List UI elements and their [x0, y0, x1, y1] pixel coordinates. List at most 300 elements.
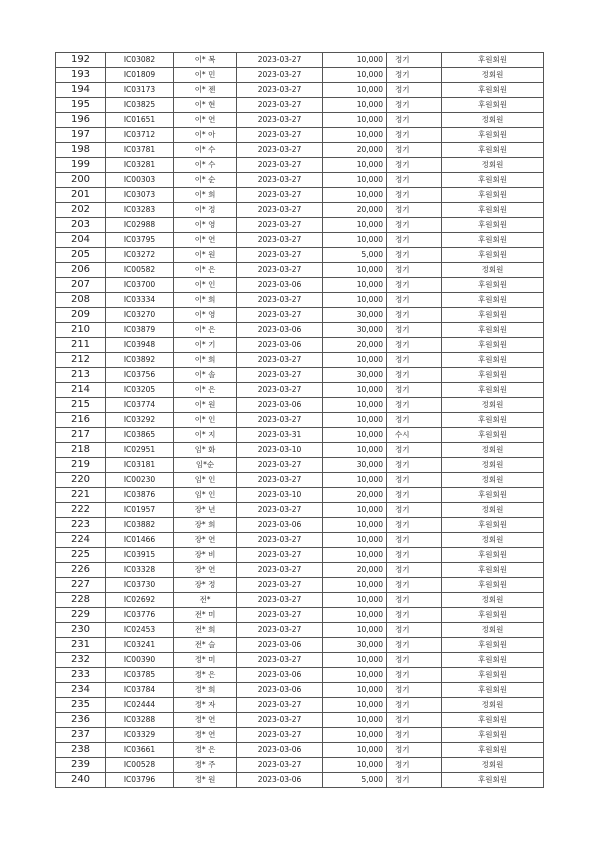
table-row: [56, 293, 544, 308]
payment-date-cell: 2023-03-06: [237, 398, 323, 413]
payment-type-cell: 정기: [387, 308, 442, 323]
member-id-cell: IC03661: [106, 743, 174, 758]
payment-date-cell: 2023-03-27: [237, 473, 323, 488]
row-number-cell: 203: [56, 218, 106, 233]
row-number-cell: 193: [56, 68, 106, 83]
payment-type-cell: 정기: [387, 203, 442, 218]
member-id-cell: IC03781: [106, 143, 174, 158]
payment-type-cell: 정기: [387, 113, 442, 128]
member-type-cell: 후원회원: [442, 713, 544, 728]
amount-cell: 10,000: [323, 593, 387, 608]
row-number-cell: 202: [56, 203, 106, 218]
payment-type-cell: 정기: [387, 398, 442, 413]
member-id-cell: IC03892: [106, 353, 174, 368]
member-id-cell: IC03879: [106, 323, 174, 338]
payment-date-cell: 2023-03-06: [237, 683, 323, 698]
row-number-cell: 206: [56, 263, 106, 278]
table-row: [56, 263, 544, 278]
amount-cell: 10,000: [323, 398, 387, 413]
row-number-cell: 194: [56, 83, 106, 98]
member-id-cell: IC01466: [106, 533, 174, 548]
row-number-cell: 214: [56, 383, 106, 398]
member-type-cell: 후원회원: [442, 368, 544, 383]
member-type-cell: 후원회원: [442, 173, 544, 188]
amount-cell: 20,000: [323, 563, 387, 578]
member-id-cell: IC03270: [106, 308, 174, 323]
payment-type-cell: 정기: [387, 503, 442, 518]
member-type-cell: 정회원: [442, 623, 544, 638]
table-row: [56, 683, 544, 698]
member-type-cell: 후원회원: [442, 773, 544, 788]
payment-date-cell: 2023-03-27: [237, 653, 323, 668]
table-row: [56, 443, 544, 458]
payment-type-cell: 정기: [387, 548, 442, 563]
row-number-cell: 223: [56, 518, 106, 533]
table-row: [56, 278, 544, 293]
member-id-cell: IC03288: [106, 713, 174, 728]
member-name-cell: 이* 기: [174, 338, 237, 353]
row-number-cell: 196: [56, 113, 106, 128]
row-number-cell: 209: [56, 308, 106, 323]
payment-type-cell: 정기: [387, 278, 442, 293]
member-name-cell: 이* 원: [174, 248, 237, 263]
payment-date-cell: 2023-03-27: [237, 593, 323, 608]
member-id-cell: IC03876: [106, 488, 174, 503]
amount-cell: 10,000: [323, 383, 387, 398]
payment-date-cell: 2023-03-27: [237, 203, 323, 218]
member-type-cell: 정회원: [442, 503, 544, 518]
table-row: [56, 248, 544, 263]
payment-date-cell: 2023-03-06: [237, 518, 323, 533]
member-name-cell: 이* 복: [174, 53, 237, 68]
member-id-cell: IC03796: [106, 773, 174, 788]
member-id-cell: IC03082: [106, 53, 174, 68]
payment-date-cell: 2023-03-06: [237, 743, 323, 758]
amount-cell: 30,000: [323, 458, 387, 473]
member-id-cell: IC03784: [106, 683, 174, 698]
row-number-cell: 222: [56, 503, 106, 518]
amount-cell: 10,000: [323, 98, 387, 113]
payment-date-cell: 2023-03-31: [237, 428, 323, 443]
payment-date-cell: 2023-03-27: [237, 98, 323, 113]
payment-type-cell: 정기: [387, 323, 442, 338]
row-number-cell: 228: [56, 593, 106, 608]
payment-date-cell: 2023-03-27: [237, 173, 323, 188]
payment-type-cell: 정기: [387, 758, 442, 773]
table-row: [56, 743, 544, 758]
payment-type-cell: 정기: [387, 563, 442, 578]
member-type-cell: 후원회원: [442, 188, 544, 203]
member-type-cell: 정회원: [442, 443, 544, 458]
amount-cell: 5,000: [323, 773, 387, 788]
payment-date-cell: 2023-03-27: [237, 113, 323, 128]
member-type-cell: 후원회원: [442, 203, 544, 218]
payment-date-cell: 2023-03-27: [237, 233, 323, 248]
member-id-cell: IC03073: [106, 188, 174, 203]
member-name-cell: 이* 희: [174, 188, 237, 203]
member-id-cell: IC03292: [106, 413, 174, 428]
payment-date-cell: 2023-03-27: [237, 293, 323, 308]
member-type-cell: 후원회원: [442, 323, 544, 338]
table-row: [56, 638, 544, 653]
member-type-cell: 후원회원: [442, 353, 544, 368]
amount-cell: 10,000: [323, 68, 387, 83]
row-number-cell: 192: [56, 53, 106, 68]
amount-cell: 30,000: [323, 323, 387, 338]
member-type-cell: 정회원: [442, 458, 544, 473]
row-number-cell: 217: [56, 428, 106, 443]
payment-type-cell: 정기: [387, 263, 442, 278]
member-id-cell: IC03776: [106, 608, 174, 623]
amount-cell: 10,000: [323, 533, 387, 548]
row-number-cell: 236: [56, 713, 106, 728]
amount-cell: 10,000: [323, 653, 387, 668]
payment-type-cell: 정기: [387, 443, 442, 458]
member-id-cell: IC03173: [106, 83, 174, 98]
row-number-cell: 226: [56, 563, 106, 578]
member-type-cell: 정회원: [442, 158, 544, 173]
amount-cell: 10,000: [323, 608, 387, 623]
payment-type-cell: 정기: [387, 353, 442, 368]
member-type-cell: 정회원: [442, 473, 544, 488]
payment-date-cell: 2023-03-27: [237, 128, 323, 143]
member-id-cell: IC02692: [106, 593, 174, 608]
payment-type-cell: 정기: [387, 233, 442, 248]
amount-cell: 10,000: [323, 713, 387, 728]
member-id-cell: IC03283: [106, 203, 174, 218]
member-id-cell: IC03865: [106, 428, 174, 443]
payment-date-cell: 2023-03-27: [237, 728, 323, 743]
member-name-cell: 정* 희: [174, 683, 237, 698]
member-type-cell: 후원회원: [442, 428, 544, 443]
row-number-cell: 231: [56, 638, 106, 653]
amount-cell: 10,000: [323, 278, 387, 293]
payment-date-cell: 2023-03-27: [237, 68, 323, 83]
payment-type-cell: 정기: [387, 593, 442, 608]
member-id-cell: IC03825: [106, 98, 174, 113]
member-type-cell: 후원회원: [442, 248, 544, 263]
member-name-cell: 이* 젠: [174, 83, 237, 98]
member-name-cell: 이* 은: [174, 323, 237, 338]
payment-date-cell: 2023-03-27: [237, 308, 323, 323]
amount-cell: 20,000: [323, 203, 387, 218]
payment-type-cell: 정기: [387, 368, 442, 383]
payment-type-cell: 정기: [387, 488, 442, 503]
payment-type-cell: 정기: [387, 53, 442, 68]
member-id-cell: IC03334: [106, 293, 174, 308]
payment-type-cell: 수시: [387, 428, 442, 443]
row-number-cell: 235: [56, 698, 106, 713]
table-row: [56, 548, 544, 563]
row-number-cell: 225: [56, 548, 106, 563]
payment-type-cell: 정기: [387, 188, 442, 203]
member-id-cell: IC03328: [106, 563, 174, 578]
row-number-cell: 237: [56, 728, 106, 743]
table-row: [56, 593, 544, 608]
member-name-cell: 이* 솔: [174, 368, 237, 383]
payment-date-cell: 2023-03-27: [237, 83, 323, 98]
member-name-cell: 이* 순: [174, 173, 237, 188]
member-type-cell: 후원회원: [442, 413, 544, 428]
amount-cell: 10,000: [323, 743, 387, 758]
member-id-cell: IC02951: [106, 443, 174, 458]
table-row: [56, 413, 544, 428]
row-number-cell: 197: [56, 128, 106, 143]
payment-date-cell: 2023-03-06: [237, 668, 323, 683]
row-number-cell: 208: [56, 293, 106, 308]
payment-type-cell: 정기: [387, 473, 442, 488]
member-type-cell: 후원회원: [442, 668, 544, 683]
payment-date-cell: 2023-03-10: [237, 443, 323, 458]
row-number-cell: 201: [56, 188, 106, 203]
member-name-cell: 정* 은: [174, 743, 237, 758]
member-name-cell: 이* 연: [174, 233, 237, 248]
table-row: [56, 233, 544, 248]
payment-date-cell: 2023-03-27: [237, 143, 323, 158]
amount-cell: 10,000: [323, 473, 387, 488]
payment-date-cell: 2023-03-27: [237, 53, 323, 68]
payment-date-cell: 2023-03-27: [237, 713, 323, 728]
table-row: [56, 128, 544, 143]
payment-date-cell: 2023-03-27: [237, 548, 323, 563]
payment-date-cell: 2023-03-27: [237, 413, 323, 428]
member-name-cell: 이* 수: [174, 143, 237, 158]
row-number-cell: 233: [56, 668, 106, 683]
member-id-cell: IC03241: [106, 638, 174, 653]
member-name-cell: 이* 원: [174, 398, 237, 413]
amount-cell: 10,000: [323, 443, 387, 458]
member-type-cell: 후원회원: [442, 563, 544, 578]
payment-date-cell: 2023-03-06: [237, 773, 323, 788]
payment-type-cell: 정기: [387, 338, 442, 353]
member-type-cell: 후원회원: [442, 293, 544, 308]
member-type-cell: 정회원: [442, 113, 544, 128]
payment-date-cell: 2023-03-10: [237, 488, 323, 503]
table-row: [56, 608, 544, 623]
row-number-cell: 224: [56, 533, 106, 548]
member-id-cell: IC03730: [106, 578, 174, 593]
row-number-cell: 221: [56, 488, 106, 503]
table-row: [56, 713, 544, 728]
member-type-cell: 후원회원: [442, 548, 544, 563]
member-type-cell: 정회원: [442, 533, 544, 548]
member-name-cell: 이* 인: [174, 278, 237, 293]
member-type-cell: 후원회원: [442, 653, 544, 668]
amount-cell: 30,000: [323, 368, 387, 383]
payment-type-cell: 정기: [387, 83, 442, 98]
member-id-cell: IC03281: [106, 158, 174, 173]
row-number-cell: 213: [56, 368, 106, 383]
amount-cell: 10,000: [323, 518, 387, 533]
amount-cell: 10,000: [323, 83, 387, 98]
row-number-cell: 232: [56, 653, 106, 668]
member-id-cell: IC03756: [106, 368, 174, 383]
row-number-cell: 198: [56, 143, 106, 158]
table-row: [56, 83, 544, 98]
member-type-cell: 후원회원: [442, 338, 544, 353]
row-number-cell: 215: [56, 398, 106, 413]
member-name-cell: 이* 현: [174, 98, 237, 113]
row-number-cell: 211: [56, 338, 106, 353]
table-row: [56, 758, 544, 773]
amount-cell: 10,000: [323, 578, 387, 593]
payment-date-cell: 2023-03-27: [237, 623, 323, 638]
member-name-cell: 이* 은: [174, 383, 237, 398]
member-type-cell: 후원회원: [442, 683, 544, 698]
member-id-cell: IC03712: [106, 128, 174, 143]
member-type-cell: 후원회원: [442, 218, 544, 233]
member-type-cell: 후원회원: [442, 518, 544, 533]
member-type-cell: 후원회원: [442, 578, 544, 593]
payment-type-cell: 정기: [387, 743, 442, 758]
member-type-cell: 정회원: [442, 758, 544, 773]
amount-cell: 10,000: [323, 158, 387, 173]
payment-type-cell: 정기: [387, 413, 442, 428]
amount-cell: 10,000: [323, 758, 387, 773]
table-row: [56, 353, 544, 368]
member-id-cell: IC01957: [106, 503, 174, 518]
payment-type-cell: 정기: [387, 143, 442, 158]
table-row: [56, 68, 544, 83]
payment-date-cell: 2023-03-27: [237, 248, 323, 263]
member-id-cell: IC00528: [106, 758, 174, 773]
member-id-cell: IC02988: [106, 218, 174, 233]
table-row: [56, 338, 544, 353]
payment-type-cell: 정기: [387, 698, 442, 713]
payment-type-cell: 정기: [387, 458, 442, 473]
payment-date-cell: 2023-03-06: [237, 278, 323, 293]
member-type-cell: 후원회원: [442, 638, 544, 653]
amount-cell: 10,000: [323, 548, 387, 563]
amount-cell: 10,000: [323, 353, 387, 368]
member-type-cell: 정회원: [442, 593, 544, 608]
payment-date-cell: 2023-03-27: [237, 563, 323, 578]
member-name-cell: 정* 연: [174, 728, 237, 743]
member-name-cell: 이* 정: [174, 203, 237, 218]
table-row: [56, 308, 544, 323]
table-row: [56, 563, 544, 578]
payment-date-cell: 2023-03-27: [237, 578, 323, 593]
payment-date-cell: 2023-03-06: [237, 323, 323, 338]
table-row: [56, 398, 544, 413]
row-number-cell: 240: [56, 773, 106, 788]
amount-cell: 10,000: [323, 683, 387, 698]
payment-date-cell: 2023-03-06: [237, 338, 323, 353]
table-row: [56, 488, 544, 503]
member-name-cell: 장* 정: [174, 578, 237, 593]
payment-type-cell: 정기: [387, 683, 442, 698]
payment-date-cell: 2023-03-27: [237, 218, 323, 233]
member-id-cell: IC01809: [106, 68, 174, 83]
table-row: [56, 143, 544, 158]
member-type-cell: 후원회원: [442, 233, 544, 248]
member-name-cell: 장* 희: [174, 518, 237, 533]
payment-type-cell: 정기: [387, 668, 442, 683]
table-row: [56, 668, 544, 683]
payment-date-cell: 2023-03-27: [237, 158, 323, 173]
member-name-cell: 이* 희: [174, 293, 237, 308]
member-type-cell: 정회원: [442, 398, 544, 413]
amount-cell: 20,000: [323, 338, 387, 353]
row-number-cell: 212: [56, 353, 106, 368]
payment-type-cell: 정기: [387, 608, 442, 623]
amount-cell: 20,000: [323, 143, 387, 158]
member-name-cell: 이* 영: [174, 308, 237, 323]
payment-type-cell: 정기: [387, 653, 442, 668]
amount-cell: 10,000: [323, 698, 387, 713]
table-row: [56, 533, 544, 548]
amount-cell: 10,000: [323, 623, 387, 638]
row-number-cell: 210: [56, 323, 106, 338]
amount-cell: 10,000: [323, 218, 387, 233]
member-type-cell: 후원회원: [442, 608, 544, 623]
member-name-cell: 이* 연: [174, 113, 237, 128]
table-row: [56, 623, 544, 638]
payment-date-cell: 2023-03-27: [237, 383, 323, 398]
amount-cell: 10,000: [323, 263, 387, 278]
table-row: [56, 473, 544, 488]
member-name-cell: 전* 희: [174, 623, 237, 638]
amount-cell: 10,000: [323, 728, 387, 743]
table-row: [56, 503, 544, 518]
member-id-cell: IC03785: [106, 668, 174, 683]
table-row: [56, 428, 544, 443]
member-name-cell: 정* 미: [174, 653, 237, 668]
member-name-cell: 이* 아: [174, 128, 237, 143]
member-id-cell: IC03181: [106, 458, 174, 473]
row-number-cell: 207: [56, 278, 106, 293]
row-number-cell: 227: [56, 578, 106, 593]
amount-cell: 10,000: [323, 173, 387, 188]
row-number-cell: 195: [56, 98, 106, 113]
member-type-cell: 후원회원: [442, 743, 544, 758]
table-row: [56, 173, 544, 188]
payment-type-cell: 정기: [387, 578, 442, 593]
table-row: [56, 188, 544, 203]
row-number-cell: 205: [56, 248, 106, 263]
member-name-cell: 이* 민: [174, 68, 237, 83]
member-name-cell: 장* 년: [174, 503, 237, 518]
table-row: [56, 578, 544, 593]
member-name-cell: 정* 주: [174, 758, 237, 773]
member-name-cell: 전* 슬: [174, 638, 237, 653]
member-type-cell: 후원회원: [442, 143, 544, 158]
payment-date-cell: 2023-03-27: [237, 533, 323, 548]
member-name-cell: 이* 은: [174, 263, 237, 278]
payment-type-cell: 정기: [387, 773, 442, 788]
member-name-cell: 이* 지: [174, 428, 237, 443]
member-id-cell: IC01651: [106, 113, 174, 128]
row-number-cell: 216: [56, 413, 106, 428]
table-row: [56, 368, 544, 383]
table-row: [56, 458, 544, 473]
member-id-cell: IC00303: [106, 173, 174, 188]
member-type-cell: 후원회원: [442, 53, 544, 68]
table-row: [56, 728, 544, 743]
payment-type-cell: 정기: [387, 218, 442, 233]
payment-type-cell: 정기: [387, 728, 442, 743]
payment-type-cell: 정기: [387, 713, 442, 728]
member-id-cell: IC03915: [106, 548, 174, 563]
member-id-cell: IC03948: [106, 338, 174, 353]
table-row: [56, 53, 544, 68]
member-type-cell: 정회원: [442, 698, 544, 713]
member-type-cell: 후원회원: [442, 308, 544, 323]
row-number-cell: 204: [56, 233, 106, 248]
payment-type-cell: 정기: [387, 68, 442, 83]
member-name-cell: 이* 인: [174, 413, 237, 428]
member-id-cell: IC03774: [106, 398, 174, 413]
